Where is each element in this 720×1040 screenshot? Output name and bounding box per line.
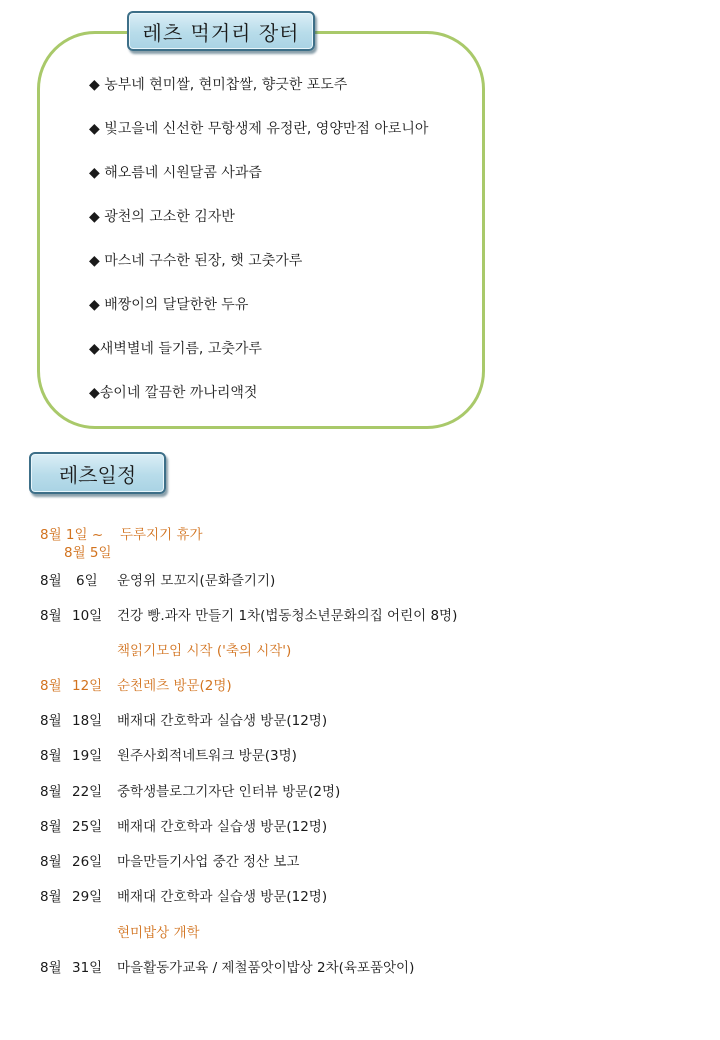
schedule-event: 건강 빵.과자 만들기 1차(법동청소년문화의집 어린이 8명) [117, 608, 458, 624]
schedule-day: 6일 [76, 573, 98, 589]
schedule-day: 31일 [72, 960, 103, 976]
schedule-day: 29일 [72, 889, 103, 905]
market-list [89, 68, 428, 420]
schedule-event: 중학생블로그기자단 인터뷰 방문(2명) [117, 784, 341, 800]
schedule-event: 운영위 모꼬지(문화즐기기) [117, 573, 276, 589]
schedule-event: 순천레츠 방문(2명) [117, 678, 232, 694]
schedule-event: 배재대 간호학과 실습생 방문(12명) [117, 819, 328, 835]
schedule-day: 8월 5일 [64, 545, 112, 561]
schedule-event: 원주사회적네트워크 방문(3명) [117, 748, 297, 764]
schedule-event: 배재대 간호학과 실습생 방문(12명) [117, 713, 328, 729]
schedule-month: 8월 [40, 678, 62, 694]
schedule-event: 현미밥상 개학 [117, 925, 200, 941]
schedule-month: 8월 [40, 854, 62, 870]
schedule-month: 8월 [40, 573, 62, 589]
schedule-day: 8월 1일 ~ [40, 527, 104, 543]
market-item: ◆ 배짱이의 달달한한 두유 [89, 297, 249, 313]
market-item: ◆새벽별네 들기름, 고춧가루 [89, 341, 262, 357]
schedule-month: 8월 [40, 608, 62, 624]
schedule-event: 마을만들기사업 중간 정산 보고 [117, 854, 300, 870]
schedule-day: 18일 [72, 713, 103, 729]
schedule-day: 26일 [72, 854, 103, 870]
schedule-day: 12일 [72, 678, 103, 694]
schedule-day: 25일 [72, 819, 103, 835]
schedule-month: 8월 [40, 819, 62, 835]
schedule-day: 19일 [72, 748, 103, 764]
schedule-event: 배재대 간호학과 실습생 방문(12명) [117, 889, 328, 905]
schedule-event: 두루지기 휴가 [120, 527, 203, 543]
schedule-month: 8월 [40, 960, 62, 976]
schedule-day: 22일 [72, 784, 103, 800]
schedule-title: 레츠일정 [29, 452, 166, 494]
market-item: ◆ 빛고을네 신선한 무항생제 유정란, 영양만점 아로니아 [89, 121, 429, 137]
market-item: ◆ 광천의 고소한 김자반 [89, 209, 235, 225]
schedule-day: 10일 [72, 608, 103, 624]
market-item: ◆ 농부네 현미쌀, 현미찹쌀, 향긋한 포도주 [89, 77, 348, 93]
schedule-event: 마을활동가교육 / 제철품앗이밥상 2차(육포품앗이) [117, 960, 415, 976]
market-item: ◆ 마스네 구수한 된장, 햇 고춧가루 [89, 253, 303, 269]
schedule-event: 책읽기모임 시작 ('축의 시작') [117, 643, 292, 659]
schedule-month: 8월 [40, 784, 62, 800]
market-title: 레츠 먹거리 장터 [127, 11, 315, 51]
schedule-month: 8월 [40, 713, 62, 729]
schedule-month: 8월 [40, 889, 62, 905]
schedule-month: 8월 [40, 748, 62, 764]
market-item: ◆송이네 깔끔한 까나리액젓 [89, 385, 258, 401]
market-item: ◆ 해오름네 시원달콤 사과즙 [89, 165, 262, 181]
